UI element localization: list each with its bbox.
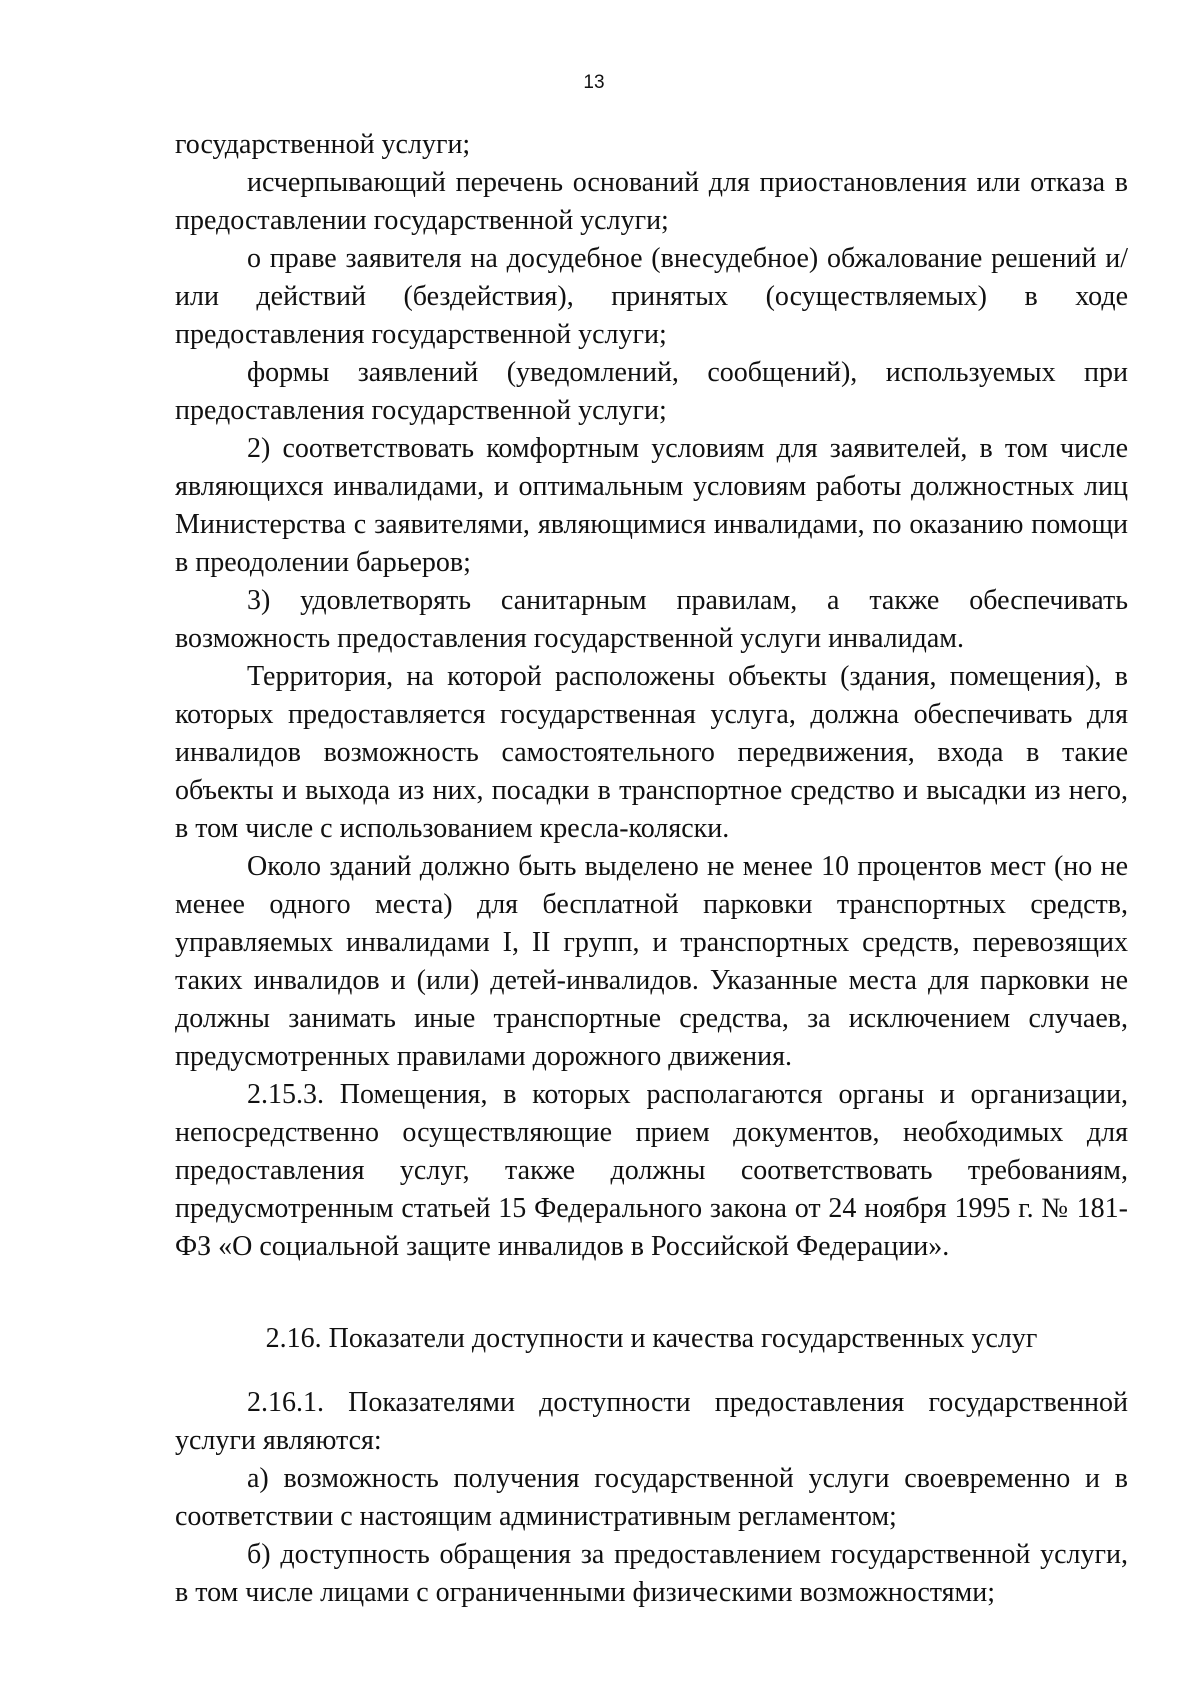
- paragraph: о праве заявителя на досудебное (внесудебное) обжалование решений и/или действий (бездействия), принятых (осуществляемых) в ходе предоставления государственной услуги;: [175, 243, 1128, 350]
- paragraph: Территория, на которой расположены объекты (здания, помещения), в которых предоставляется государственная услуга, должна обеспечивать для инвалидов возможность самостоятельного передвижения, входа в такие объекты и выхода из них, посадки в транспортное средство и высадки из него, в том числе с использованием кресла-коляски.: [175, 661, 1128, 844]
- paragraph: Около зданий должно быть выделено не менее 10 процентов мест (но не менее одного места) для бесплатной парковки транспортных средств, управляемых инвалидами I, II групп, и транспортных средств, перевозящих таких инвалидов и (или) детей-инвалидов. Указанные места для парковки не должны занимать иные транспортные средства, за исключением случаев, предусмотренных правилами дорожного движения.: [175, 851, 1128, 1072]
- paragraph: 3) удовлетворять санитарным правилам, а также обеспечивать возможность предоставления государственной услуги инвалидам.: [175, 585, 1128, 654]
- section-heading: 2.16. Показатели доступности и качества государственных услуг: [265, 1323, 1038, 1354]
- paragraph: 2) соответствовать комфортным условиям для заявителей, в том числе являющихся инвалидами, и оптимальным условиям работы должностных лиц Министерства с заявителями, являющимися инвалидами, по оказанию помощи в преодолении барьеров;: [175, 433, 1128, 578]
- paragraph: государственной услуги;: [175, 129, 471, 160]
- paragraph: 2.15.3. Помещения, в которых располагаются органы и организации, непосредственно осуществляющие прием документов, необходимых для предоставления услуг, также должны соответствовать требованиям, предусмотренным статьей 15 Федерального закона от 24 ноября 1995 г. № 181-ФЗ «О социальной защите инвалидов в Российской Федерации».: [175, 1079, 1128, 1262]
- document-body: [175, 126, 1128, 1612]
- paragraph: а) возможность получения государственной услуги своевременно и в соответствии с настоящим административным регламентом;: [175, 1463, 1128, 1532]
- paragraph: формы заявлений (уведомлений, сообщений), используемых при предоставления государственной услуги;: [175, 357, 1128, 426]
- paragraph: 2.16.1. Показателями доступности предоставления государственной услуги являются:: [175, 1387, 1128, 1456]
- paragraph: исчерпывающий перечень оснований для приостановления или отказа в предоставлении государственной услуги;: [175, 167, 1128, 236]
- paragraph: б) доступность обращения за предоставлением государственной услуги, в том числе лицами с ограниченными физическими возможностями;: [175, 1539, 1128, 1608]
- page-number: 13: [583, 72, 605, 93]
